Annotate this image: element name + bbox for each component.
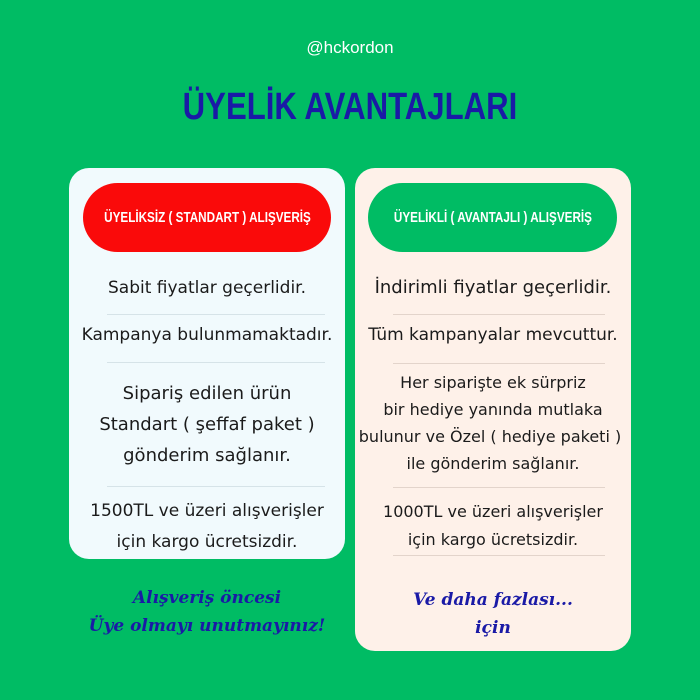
text-line: 1000TL ve üzeri alışverişler	[383, 502, 603, 521]
free-shipping-1000-text	[355, 498, 631, 554]
text-line: bulunur ve Özel ( hediye paketi )	[358, 427, 622, 446]
member-shopping-heading: ÜYELİKLİ ( AVANTAJLI ) ALIŞVERİŞ	[393, 209, 592, 226]
text-line: için kargo ücretsizdir.	[116, 532, 298, 552]
standard-shopping-card	[69, 168, 345, 559]
member-shopping-badge	[368, 183, 617, 252]
text-line: gönderim sağlanır.	[123, 445, 291, 466]
discounted-prices-text: İndirimli fiyatlar geçerlidir.	[374, 277, 612, 298]
divider	[107, 314, 325, 315]
free-shipping-1500-text	[69, 496, 345, 558]
standard-shopping-badge	[83, 183, 331, 252]
standard-package-text	[69, 378, 345, 471]
divider	[393, 487, 605, 488]
divider	[107, 362, 325, 363]
text-line: için kargo ücretsizdir.	[407, 530, 579, 549]
fixed-prices-text: Sabit fiyatlar geçerlidir.	[107, 278, 306, 298]
text-line: 1500TL ve üzeri alışverişler	[90, 501, 324, 521]
standard-shopping-heading: ÜYELİKSİZ ( STANDART ) ALIŞVERİŞ	[103, 209, 311, 226]
divider	[393, 314, 605, 315]
all-campaigns-text: Tüm kampanyalar mevcuttur.	[368, 325, 618, 345]
text-line: Her siparişte ek sürpriz	[400, 373, 586, 392]
text-line: bir hediye yanında mutlaka	[383, 400, 603, 419]
text-line: için	[475, 618, 511, 638]
gift-package-text	[355, 369, 631, 477]
divider	[393, 555, 605, 556]
divider	[393, 363, 605, 364]
divider	[107, 486, 325, 487]
text-line: Standart ( şeffaf paket )	[99, 414, 315, 435]
account-handle: @hckordon	[306, 38, 394, 57]
and-more-note	[355, 586, 631, 642]
text-line: Alışveriş öncesi	[132, 588, 282, 608]
no-campaign-text: Kampanya bulunmamaktadır.	[81, 325, 333, 345]
text-line: Ve daha fazlası...	[413, 590, 573, 610]
text-line: ile gönderim sağlanır.	[406, 454, 580, 473]
text-line: Üye olmayı unutmayınız!	[88, 616, 326, 636]
page-title: ÜYELİK AVANTAJLARI	[182, 86, 518, 128]
membership-reminder-note	[69, 584, 345, 640]
text-line: Sipariş edilen ürün	[122, 383, 292, 404]
member-shopping-card	[355, 168, 631, 651]
